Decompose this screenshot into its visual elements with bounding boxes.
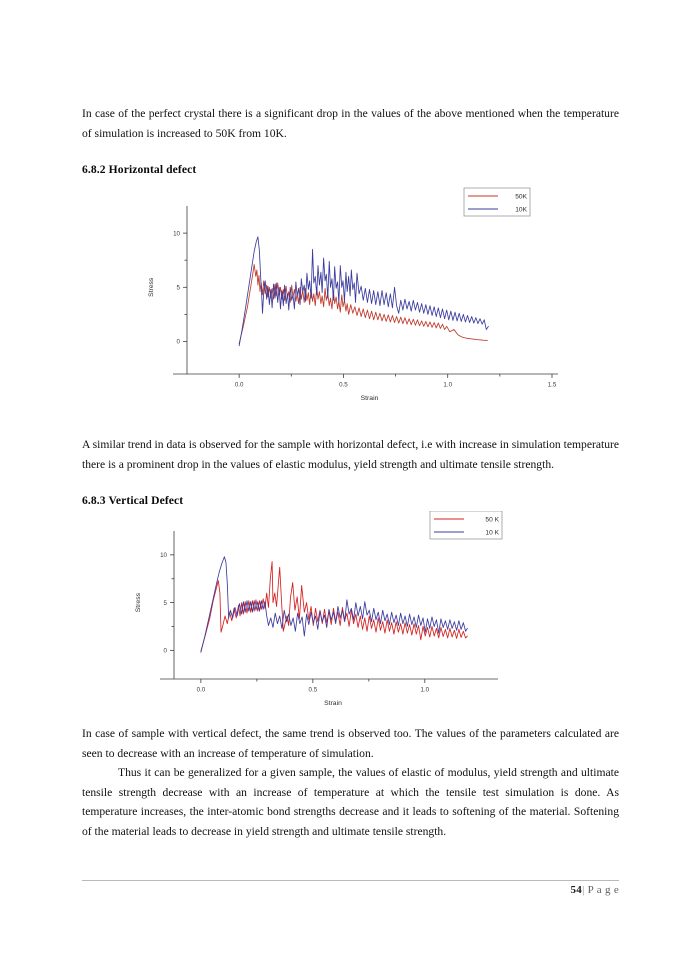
legend-label-50-K: 50 K (485, 516, 499, 524)
heading-vertical-defect: 6.8.3 Vertical Defect (82, 494, 184, 507)
x-tick-label: 1.0 (443, 381, 453, 389)
x-axis-title: Strain (324, 700, 342, 707)
x-tick-label: 1.0 (420, 686, 430, 694)
page-content (82, 0, 619, 841)
chart-legend (430, 511, 502, 539)
series-line-10K (239, 237, 488, 346)
x-tick-label: 0.0 (196, 686, 206, 694)
figure-horizontal-defect (82, 184, 619, 419)
series-line-50-K (201, 562, 468, 652)
series-line-50K (239, 265, 487, 344)
paragraph-conclusion (82, 763, 619, 841)
x-tick-label: 1.5 (547, 381, 557, 389)
page-footer (82, 880, 619, 896)
legend-label-50K: 50K (515, 193, 527, 201)
paragraph-conclusion-text: Thus it can be generalized for a given sample, the values of elastic of modulus, yield strength and ultimate tensile strength decrease with an increase of temperature at which the tensile test simulation is done. As temperature increases, the inter-atomic bond strengths decrease and it leads to softening of the material. Softening of the material leads to decrease in yield strength and ultimate tensile strength. (82, 766, 619, 838)
x-tick-label: 0.0 (234, 381, 244, 389)
y-tick-label: 0 (163, 647, 167, 655)
chart-legend (464, 188, 530, 216)
figure-vertical-defect (82, 511, 619, 716)
heading-horizontal-defect: 6.8.2 Horizontal defect (82, 163, 197, 176)
x-axis-title: Strain (360, 395, 379, 402)
y-tick-label: 10 (160, 552, 167, 560)
y-axis-title: Stress (135, 592, 142, 613)
stress-strain-chart-vertical (82, 511, 619, 716)
paragraph-intro: In case of the perfect crystal there is a significant drop in the values of the above mentioned when the temperature of simulation is increased to 50K from 10K. (82, 107, 619, 140)
x-tick-label: 0.5 (339, 381, 348, 389)
footer-page-indicator (82, 881, 619, 896)
footer-page-word: P a g e (587, 884, 619, 896)
legend-label-10K: 10K (515, 206, 527, 214)
x-tick-label: 0.5 (308, 686, 318, 694)
footer-page-number: 54 (570, 884, 583, 896)
y-tick-label: 5 (176, 284, 180, 292)
paragraph-after-figure-1: A similar trend in data is observed for the sample with horizontal defect, i.e with increase in simulation temperature there is a prominent drop in the values of elastic modulus, yield strength and ultimate tensile strength. (82, 438, 619, 471)
series-line-10-K (201, 557, 468, 652)
paragraph-after-figure-2: In case of sample with vertical defect, the same trend is observed too. The values of the parameters calculated are seen to decrease with an increase of temperature of simulation. (82, 727, 619, 760)
y-tick-label: 0 (176, 338, 180, 346)
stress-strain-chart-horizontal (82, 184, 619, 419)
footer-separator: | (582, 884, 585, 896)
legend-label-10-K: 10 K (485, 529, 499, 537)
y-tick-label: 10 (173, 230, 180, 238)
y-tick-label: 5 (163, 599, 167, 607)
y-axis-title: Stress (148, 277, 155, 297)
